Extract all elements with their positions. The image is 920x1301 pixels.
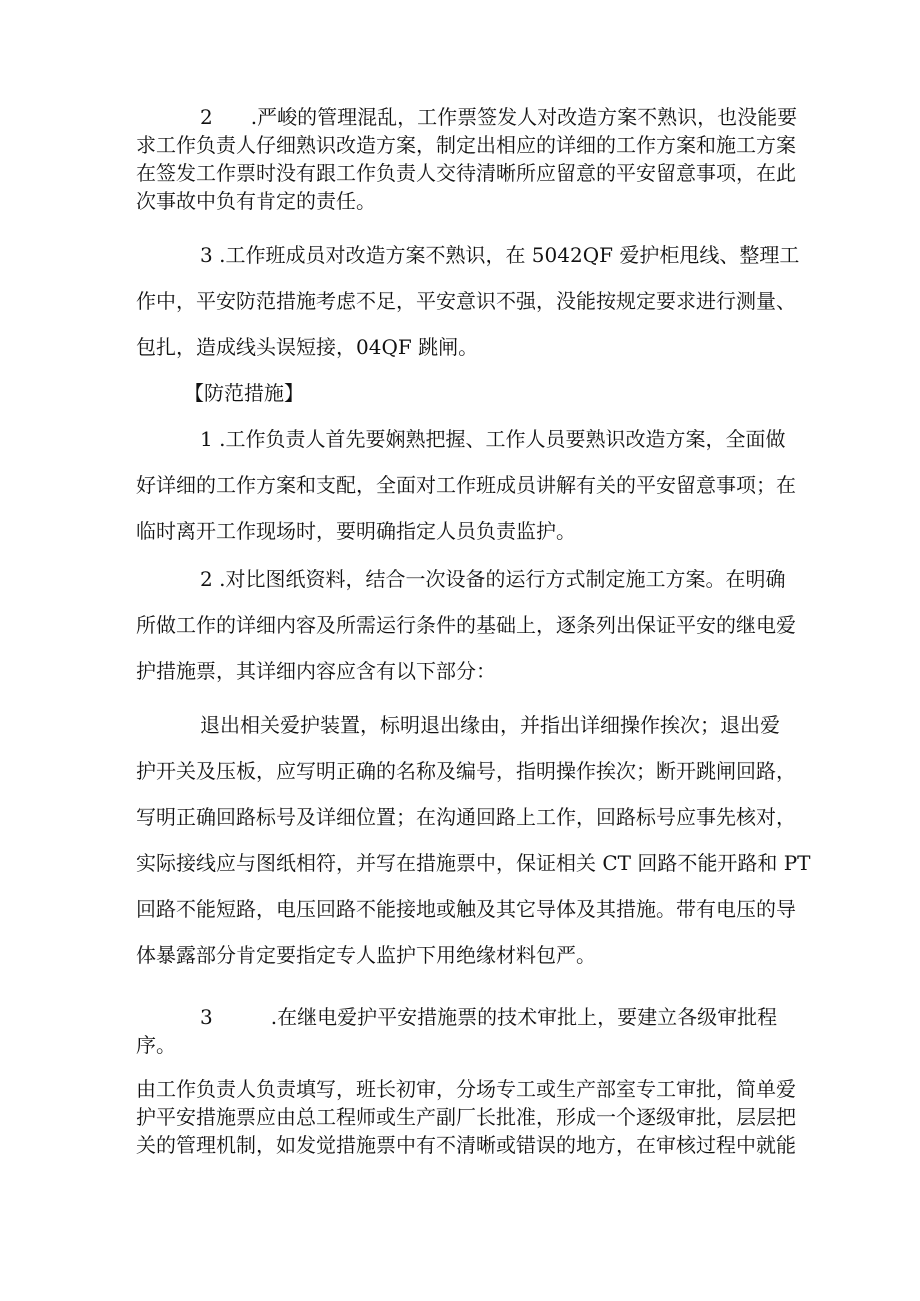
para-2-line-3: 在签发工作票时没有跟工作负责人交待清晰所应留意的平安留意事项，在此 <box>136 161 796 185</box>
para-3-line-1: 3 .工作班成员对改造方案不熟识，在 5042QF 爱护柜甩线、整理工 <box>200 243 800 267</box>
measure-1-line-3: 临时离开工作现场时，要明确指定人员负责监护。 <box>136 519 576 543</box>
details-line-4: 实际接线应与图纸相符，并写在措施票中，保证相关 CT 回路不能开路和 PT <box>136 851 811 875</box>
approval-line-1: 由工作负责人负责填写，班长初审，分场专工或生产部室专工审批，简单爱 <box>136 1077 796 1101</box>
measure-3-line-1: 3 .在继电爱护平安措施票的技术审批上，要建立各级审批程 <box>200 1005 778 1029</box>
measure-2-line-1: 2 .对比图纸资料，结合一次设备的运行方式制定施工方案。在明确 <box>200 567 786 591</box>
section-heading: 【防范措施】 <box>184 381 304 405</box>
para-3-line-2: 作中，平安防范措施考虑不足，平安意识不强，没能按规定要求进行测量、 <box>136 289 796 313</box>
measure-3-line-2: 序。 <box>136 1033 176 1057</box>
details-line-5: 回路不能短路，电压回路不能接地或触及其它导体及其措施。带有电压的导 <box>136 897 796 921</box>
para-2-line-4: 次事故中负有肯定的责任。 <box>136 189 376 213</box>
measure-3-number: 3 <box>200 1005 213 1029</box>
measure-1-line-1: 1 .工作负责人首先要娴熟把握、工作人员要熟识改造方案，全面做 <box>200 427 786 451</box>
approval-line-2: 护平安措施票应由总工程师或生产副厂长批准，形成一个逐级审批，层层把 <box>136 1105 796 1129</box>
details-line-3: 写明正确回路标号及详细位置；在沟通回路上工作，回路标号应事先核对， <box>136 805 796 829</box>
measure-2-line-3: 护措施票，其详细内容应含有以下部分： <box>136 659 496 683</box>
details-line-1: 退出相关爱护装置，标明退出缘由，并指出详细操作挨次；退出爱 <box>200 713 780 737</box>
details-line-2: 护开关及压板，应写明正确的名称及编号，指明操作挨次；断开跳闸回路， <box>136 759 796 783</box>
measure-2-line-2: 所做工作的详细内容及所需运行条件的基础上，逐条列出保证平安的继电爱 <box>136 613 796 637</box>
para-2-line-1: 2 .严峻的管理混乱，工作票签发人对改造方案不熟识，也没能要 <box>200 105 798 129</box>
measure-1-line-2: 好详细的工作方案和支配，全面对工作班成员讲解有关的平安留意事项；在 <box>136 473 796 497</box>
para-2-line-2: 求工作负责人仔细熟识改造方案，制定出相应的详细的工作方案和施工方案 <box>136 133 796 157</box>
details-line-6: 体暴露部分肯定要指定专人监护下用绝缘材料包严。 <box>136 943 596 967</box>
para-3-line-3: 包扎，造成线头误短接，04QF 跳闸。 <box>136 335 479 359</box>
approval-line-3: 关的管理机制，如发觉措施票中有不清晰或错误的地方，在审核过程中就能 <box>136 1133 796 1157</box>
para-2-number: 2 <box>200 105 213 129</box>
